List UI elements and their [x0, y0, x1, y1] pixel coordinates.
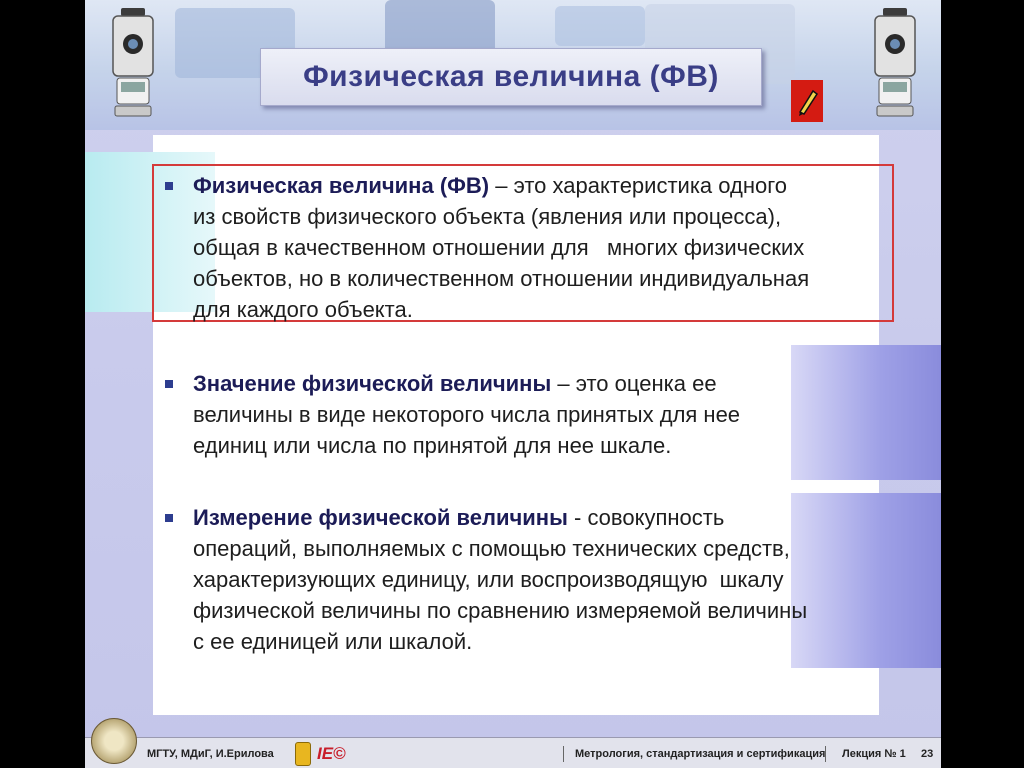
- footer-lecture: Лекция № 1: [842, 748, 906, 760]
- definition-item: Физическая величина (ФВ) – это характеристика одного из свойств физического объекта (явления или процесса), общая в качественном отношении для многих физических объектов, но в количественном отношении индивидуальная для каждого объекта.: [193, 170, 883, 325]
- definition-item: Измерение физической величины - совокупность операций, выполняемых с помощью технических средств, характеризующих единицу, или воспроизводящую шкалу физической величины по сравнению измеряемой величины с ее единицей или шкалой.: [193, 502, 873, 657]
- page-title: Физическая величина (ФВ): [303, 60, 719, 93]
- bullet-square-icon: [165, 380, 173, 388]
- banner-photo: [555, 6, 645, 46]
- footer-logo-text: IE©: [317, 744, 346, 763]
- surveying-instrument-icon: [103, 4, 163, 122]
- footer-course: Метрология, стандартизация и сертификация: [575, 748, 826, 760]
- footer-authors: МГТУ, МДиГ, И.Ерилова: [147, 748, 274, 760]
- surveying-instrument-icon: [865, 4, 925, 122]
- definition-term: Измерение физической величины: [193, 505, 568, 530]
- accent-band: [791, 345, 941, 480]
- bullet-square-icon: [165, 514, 173, 522]
- definition-item: Значение физической величины – это оценка ее величины в виде некоторого числа принятых для нее единиц или числа по принятой для нее шкале.: [193, 368, 793, 461]
- definition-term: Физическая величина (ФВ): [193, 173, 490, 198]
- divider: [825, 746, 826, 762]
- definition-term: Значение физической величины: [193, 371, 552, 396]
- pen-icon[interactable]: [791, 80, 823, 122]
- slide-footer: [85, 737, 941, 768]
- bullet-square-icon: [165, 182, 173, 190]
- page-number: 23: [921, 748, 934, 760]
- logo-icon: [295, 742, 311, 766]
- university-seal-icon: [91, 718, 137, 764]
- divider: [563, 746, 564, 762]
- title-box: [260, 48, 762, 106]
